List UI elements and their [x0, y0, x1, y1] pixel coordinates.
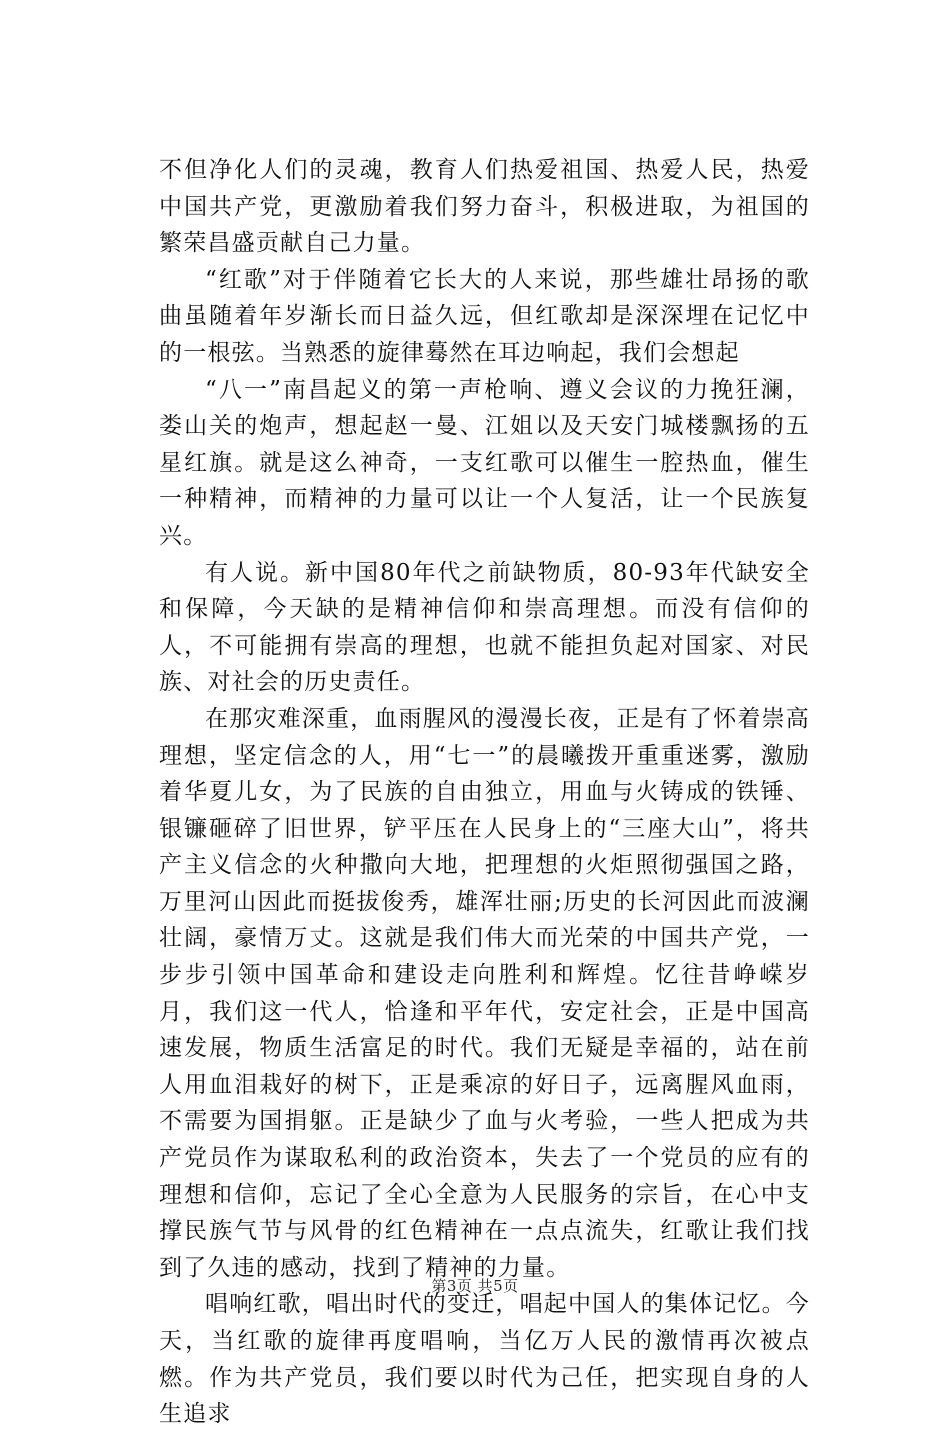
paragraph-3: “八一”南昌起义的第一声枪响、遵义会议的力挽狂澜，娄山关的炮声，想起赵一曼、江姐以及天安门城楼飘扬的五星红旗。就是这么神奇，一支红歌可以催生一腔热血，催生一种精神，而精神的力量可以让一个人复活，让一个民族复兴。 [159, 376, 810, 549]
paragraph-6: 唱响红歌，唱出时代的变迁，唱起中国人的集体记忆。今天，当红歌的旋律再度唱响，当亿万人民的激情再次被点燃。作为共产党员，我们要以时代为己任，把实现自身的人生追求 [159, 1291, 810, 1428]
paragraph-1: 不但净化人们的灵魂，教育人们热爱祖国、热爱人民，热爱中国共产党，更激励着我们努力奋斗，积极进取，为祖国的繁荣昌盛贡献自己力量。 [159, 157, 810, 257]
paragraph-5: 在那灾难深重，血雨腥风的漫漫长夜，正是有了怀着崇高理想，坚定信念的人，用“七一”的晨曦拨开重重迷雾，激励着华夏儿女，为了民族的自由独立，用血与火铸成的铁锤、银镰砸碎了旧世界，铲平压在人民身上的“三座大山”，将共产主义信念的火种撒向大地，把理想的火炬照彻强国之路，万里河山因此而挺拔俊秀，雄浑壮丽;历史的长河因此而波澜壮阔，豪情万丈。这就是我们伟大而光荣的中国共产党，一步步引领中国革命和建设走向胜利和辉煌。忆往昔峥嵘岁月，我们这一代人，恰逢和平年代，安定社会，正是中国高速发展，物质生活富足的时代。我们无疑是幸福的，站在前人用血泪栽好的树下，正是乘凉的好日子，远离腥风血雨，不需要为国捐躯。正是缺少了血与火考验，一些人把成为共产党员作为谋取私利的政治资本，失去了一个党员的应有的理想和信仰，忘记了全心全意为人民服务的宗旨，在心中支撑民族气节与风骨的红色精神在一点点流失，红歌让我们找到了久违的感动，找到了精神的力量。 [159, 705, 810, 1281]
paragraph-2: “红歌”对于伴随着它长大的人来说，那些雄壮昂扬的歌曲虽随着年岁渐长而日益久远，但红歌却是深深埋在记忆中的一根弦。当熟悉的旋律蓦然在耳边响起，我们会想起 [159, 266, 810, 366]
page-footer: 第3页 共5页 [431, 1277, 519, 1295]
document-body [159, 152, 810, 1433]
paragraph-4: 有人说。新中国80年代之前缺物质，80-93年代缺安全和保障，今天缺的是精神信仰和崇高理想。而没有信仰的人，不可能拥有崇高的理想，也就不能担负起对国家、对民族、对社会的历史责任。 [159, 559, 810, 696]
